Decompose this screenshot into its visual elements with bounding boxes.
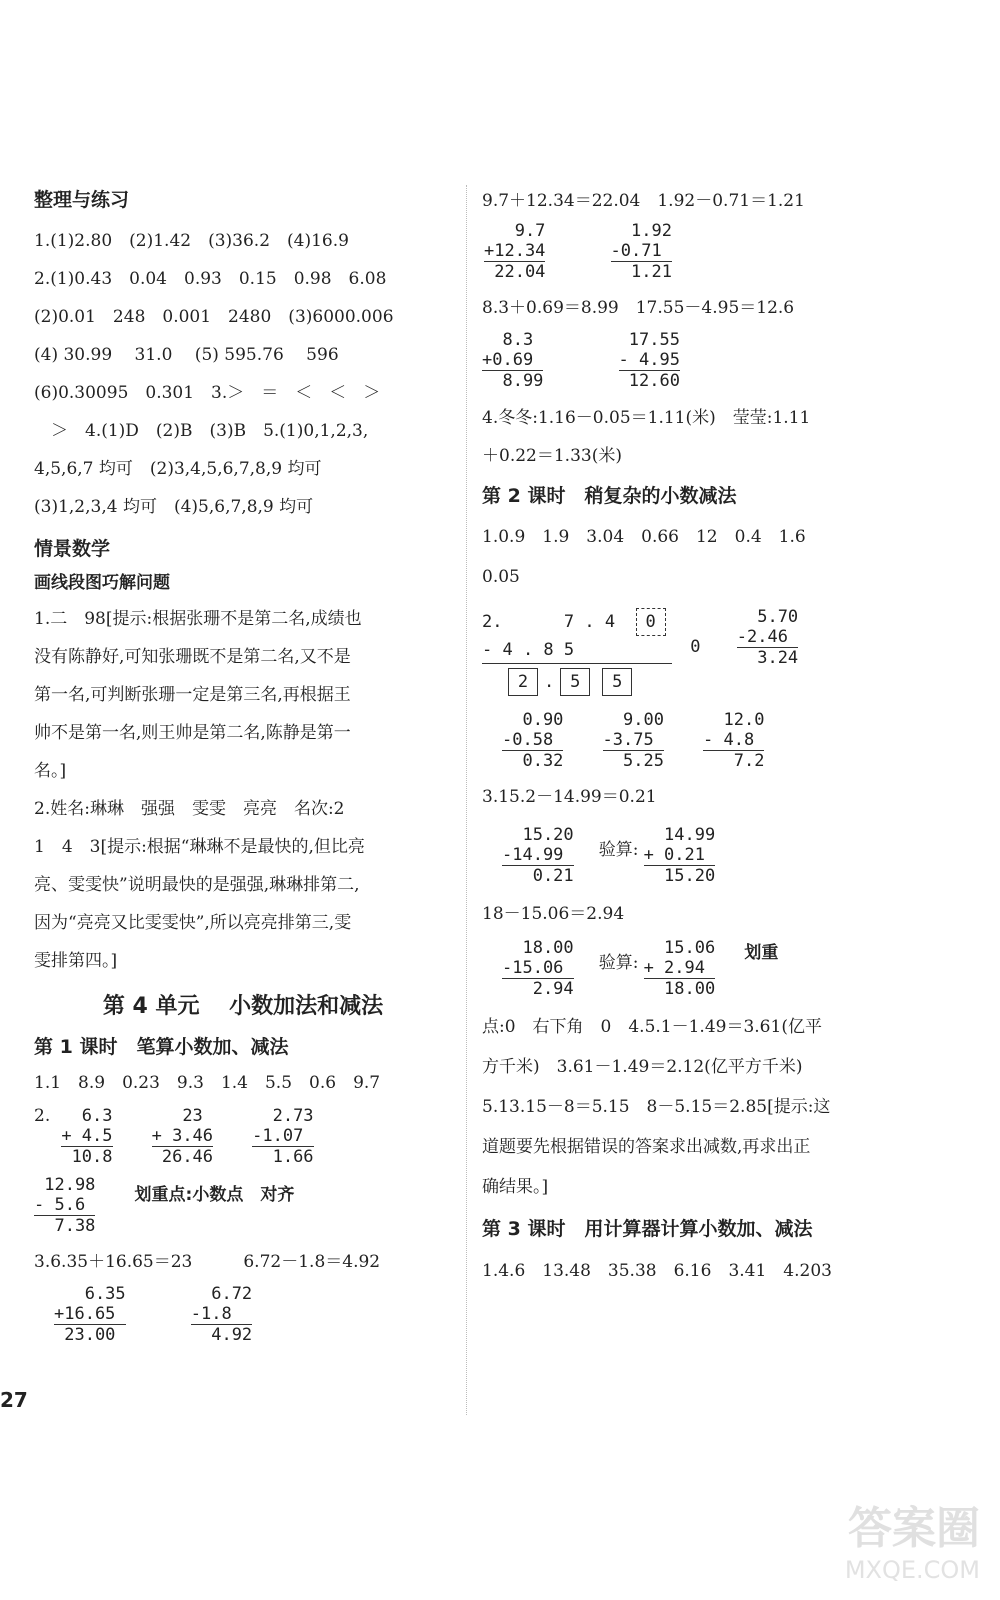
calc-row [482, 330, 982, 391]
calc-result: 3.24 [736, 648, 799, 668]
answer-line: 确结果。] [482, 1177, 549, 1197]
question-number: 2. [34, 1106, 51, 1126]
answer-line: 2.姓名:琳琳 强强 雯雯 亮亮 名次:2 [34, 799, 345, 819]
boxed-calc [482, 607, 672, 696]
page-number: 27 [0, 1388, 28, 1412]
vertical-calc [152, 1106, 213, 1167]
answer-line: ＋0.22＝1.33(米) [482, 446, 622, 466]
answer-box-dashed: 0 [636, 608, 666, 636]
calc-row-1: 2.73 [252, 1106, 314, 1126]
calc-row-2: + 0.21 [643, 845, 705, 865]
calc-row-2: -1.8 [190, 1304, 232, 1324]
answer-line: 雯排第四。] [34, 951, 118, 971]
calc-row [34, 1175, 452, 1236]
vertical-calc [191, 1284, 252, 1345]
vertical-calc [737, 607, 798, 668]
calc-result: 18.00 [643, 979, 716, 999]
calc-row-2: -15.06 [502, 958, 564, 978]
calc-row [482, 221, 982, 282]
answer-line: 2.(1)0.43 0.04 0.93 0.15 0.98 6.08 [34, 269, 387, 289]
calc-row [482, 607, 982, 696]
calc-result: 22.04 [484, 262, 546, 282]
answer-line: 亮、雯雯快”说明最快的是强强,琳琳排第二, [34, 875, 360, 895]
answer-box: 5 [560, 668, 590, 696]
vertical-calc [703, 710, 764, 771]
vertical-calc [502, 710, 563, 771]
section-title: 整理与练习 [34, 189, 130, 211]
calc-row [482, 938, 982, 999]
answer-line: 帅不是第一名,则王帅是第二名,陈静是第一 [34, 723, 351, 743]
answer-line: 第一名,可判断张珊一定是第三名,再根据王 [34, 685, 351, 705]
unit-title: 第 4 单元 小数加法和减法 [102, 994, 384, 1019]
answer-line: 8.3＋0.69＝8.99 17.55－4.95＝12.6 [482, 298, 795, 318]
answer-line: 1.(1)2.80 (2)1.42 (3)36.2 (4)16.9 [34, 231, 349, 251]
vertical-calc [61, 1106, 112, 1167]
calc-row-2: - 4.8 [703, 730, 755, 750]
calc-result: 2.94 [502, 979, 574, 999]
vertical-calc [34, 1175, 95, 1236]
answer-line: 9.7＋12.34＝22.04 1.92－0.71＝1.21 [482, 191, 805, 211]
calc-row-1: 6.35 [54, 1284, 126, 1304]
answer-line: 3.6.35＋16.65＝23 6.72－1.8＝4.92 [34, 1252, 381, 1272]
vertical-calc [484, 221, 545, 282]
check-label: 验算: [598, 840, 639, 860]
calc-row-2: +12.34 [484, 241, 546, 261]
calc-row-2: -2.46 [736, 627, 788, 647]
calc-row-2: -1.07 [252, 1126, 304, 1146]
answer-line: (3)1,2,3,4 均可 (4)5,6,7,8,9 均可 [34, 497, 314, 517]
calc-row-1: 0.90 [502, 710, 564, 730]
right-column [482, 185, 982, 1291]
calc-row-2: - 4 . 8 5 [482, 637, 672, 664]
calc-result: 12.60 [618, 371, 680, 391]
calc-row-1: 9.7 [484, 221, 546, 241]
answer-line: 没有陈静好,可知张珊既不是第二名,又不是 [34, 647, 351, 667]
calc-row-1: 12.0 [703, 710, 765, 730]
filler-zero: 0 [690, 637, 701, 657]
watermark-logo-text: 答案圈 [848, 1503, 980, 1554]
calc-row-1: 8.3 [482, 330, 534, 350]
lesson-title: 第 3 课时 用计算器计算小数加、减法 [482, 1218, 813, 1240]
calc-result: 10.8 [61, 1147, 113, 1167]
left-column [34, 185, 452, 1353]
vertical-calc [644, 938, 716, 999]
focus-note: 划重点:小数点 对齐 [134, 1185, 295, 1205]
vertical-calc [603, 710, 664, 771]
answer-line: 18－15.06＝2.94 [482, 904, 625, 924]
answer-line: 道题要先根据错误的答案求出减数,再求出正 [482, 1137, 811, 1157]
calc-result: 0.21 [502, 866, 574, 886]
answer-line: 点:0 右下角 0 4.5.1－1.49＝3.61(亿平 [482, 1017, 822, 1037]
calc-row-2: - 5.6 [34, 1195, 86, 1215]
vertical-calc [611, 221, 672, 282]
calc-result: 15.20 [643, 866, 716, 886]
vertical-calc [502, 938, 574, 999]
vertical-calc [482, 330, 543, 391]
calc-row-2: -3.75 [602, 730, 654, 750]
calc-result: 7.38 [34, 1216, 96, 1236]
section-title: 情景数学 [34, 538, 111, 560]
answer-line: 1 4 3[提示:根据“琳琳不是最快的,但比亮 [34, 837, 365, 857]
calc-result: 1.21 [610, 262, 672, 282]
calc-result: 0.32 [502, 751, 564, 771]
calc-row-2: +16.65 [54, 1304, 116, 1324]
calc-row-1: 14.99 [643, 825, 716, 845]
calc-row-2: + 4.5 [61, 1126, 113, 1146]
answer-line: 因为“亮亮又比雯雯快”,所以亮亮排第三,雯 [34, 913, 352, 933]
calc-row-2: + 3.46 [151, 1126, 214, 1146]
calc-result: 8.99 [482, 371, 544, 391]
watermark [820, 1492, 980, 1584]
calc-row-1: 7 . 4 [563, 612, 616, 632]
answer-line: 5.13.15－8＝5.15 8－5.15＝2.85[提示:这 [482, 1097, 831, 1117]
question-number: 2. [482, 612, 503, 632]
calc-row-1: 18.00 [502, 938, 574, 958]
focus-note: 划重 [744, 943, 779, 963]
answer-line: 4.冬冬:1.16－0.05＝1.11(米) 莹莹:1.11 [482, 408, 811, 428]
vertical-calc [619, 330, 680, 391]
vertical-calc [54, 1284, 126, 1345]
lesson-title: 第 1 课时 笔算小数加、减法 [34, 1036, 289, 1058]
calc-row-1: 5.70 [736, 607, 799, 627]
calc-row [482, 710, 982, 771]
column-divider [466, 185, 467, 1415]
calc-result: 7.2 [703, 751, 765, 771]
calc-result: 5.25 [602, 751, 664, 771]
calc-row-1: 15.06 [643, 938, 716, 958]
answer-line: 4,5,6,7 均可 (2)3,4,5,6,7,8,9 均可 [34, 459, 322, 479]
calc-row-1: 6.72 [190, 1284, 253, 1304]
vertical-calc [502, 825, 574, 886]
calc-result: 1.66 [252, 1147, 314, 1167]
calc-result: 26.46 [151, 1147, 214, 1167]
decimal-point: . [544, 672, 555, 692]
calc-row-1: 1.92 [610, 221, 672, 241]
answer-line: (4) 30.99 31.0 (5) 595.76 596 [34, 345, 339, 365]
answer-box: 2 [508, 668, 538, 696]
answer-line: 0.05 [482, 567, 520, 587]
answer-line: 3.15.2－14.99＝0.21 [482, 787, 657, 807]
vertical-calc [252, 1106, 313, 1167]
section-subtitle: 画线段图巧解问题 [34, 573, 170, 593]
calc-row [34, 1106, 452, 1167]
calc-row-1: 23 [151, 1106, 203, 1126]
calc-row-1: 12.98 [34, 1175, 96, 1195]
answer-line: 1.二 98[提示:根据张珊不是第二名,成绩也 [34, 609, 362, 629]
answer-line: 1.4.6 13.48 35.38 6.16 3.41 4.203 [482, 1261, 832, 1281]
watermark-url: MXQE.COM [844, 1556, 980, 1584]
vertical-calc [644, 825, 716, 886]
answer-line: (2)0.01 248 0.001 2480 (3)6000.006 [34, 307, 394, 327]
calc-row-2: -0.71 [610, 241, 662, 261]
answer-line: ＞ 4.(1)D (2)B (3)B 5.(1)0,1,2,3, [34, 421, 369, 441]
calc-result: 4.92 [190, 1325, 253, 1345]
answer-line: 1.1 8.9 0.23 9.3 1.4 5.5 0.6 9.7 [34, 1073, 381, 1093]
calc-row [482, 825, 982, 886]
answer-line: 1.0.9 1.9 3.04 0.66 12 0.4 1.6 [482, 527, 806, 547]
calc-row-1: 17.55 [618, 330, 680, 350]
calc-result: 23.00 [54, 1324, 126, 1345]
answer-line: 方千米) 3.61－1.49＝2.12(亿平方千米) [482, 1057, 803, 1077]
lesson-title: 第 2 课时 稍复杂的小数减法 [482, 485, 737, 507]
calc-row-1: 9.00 [602, 710, 664, 730]
calc-row-2: +0.69 [482, 350, 534, 370]
answer-box: 5 [602, 668, 632, 696]
calc-row-2: -0.58 [502, 730, 554, 750]
calc-row-2: - 4.95 [618, 350, 680, 370]
calc-row-2: -14.99 [502, 845, 564, 865]
answer-line: 名。] [34, 761, 67, 781]
calc-row-1: 6.3 [61, 1106, 113, 1126]
check-label: 验算: [598, 953, 639, 973]
calc-row-2: + 2.94 [643, 958, 705, 978]
calc-row-1: 15.20 [502, 825, 574, 845]
answer-line: (6)0.30095 0.301 3.＞ ＝ ＜ ＜ ＞ [34, 383, 381, 403]
calc-row [34, 1284, 452, 1345]
